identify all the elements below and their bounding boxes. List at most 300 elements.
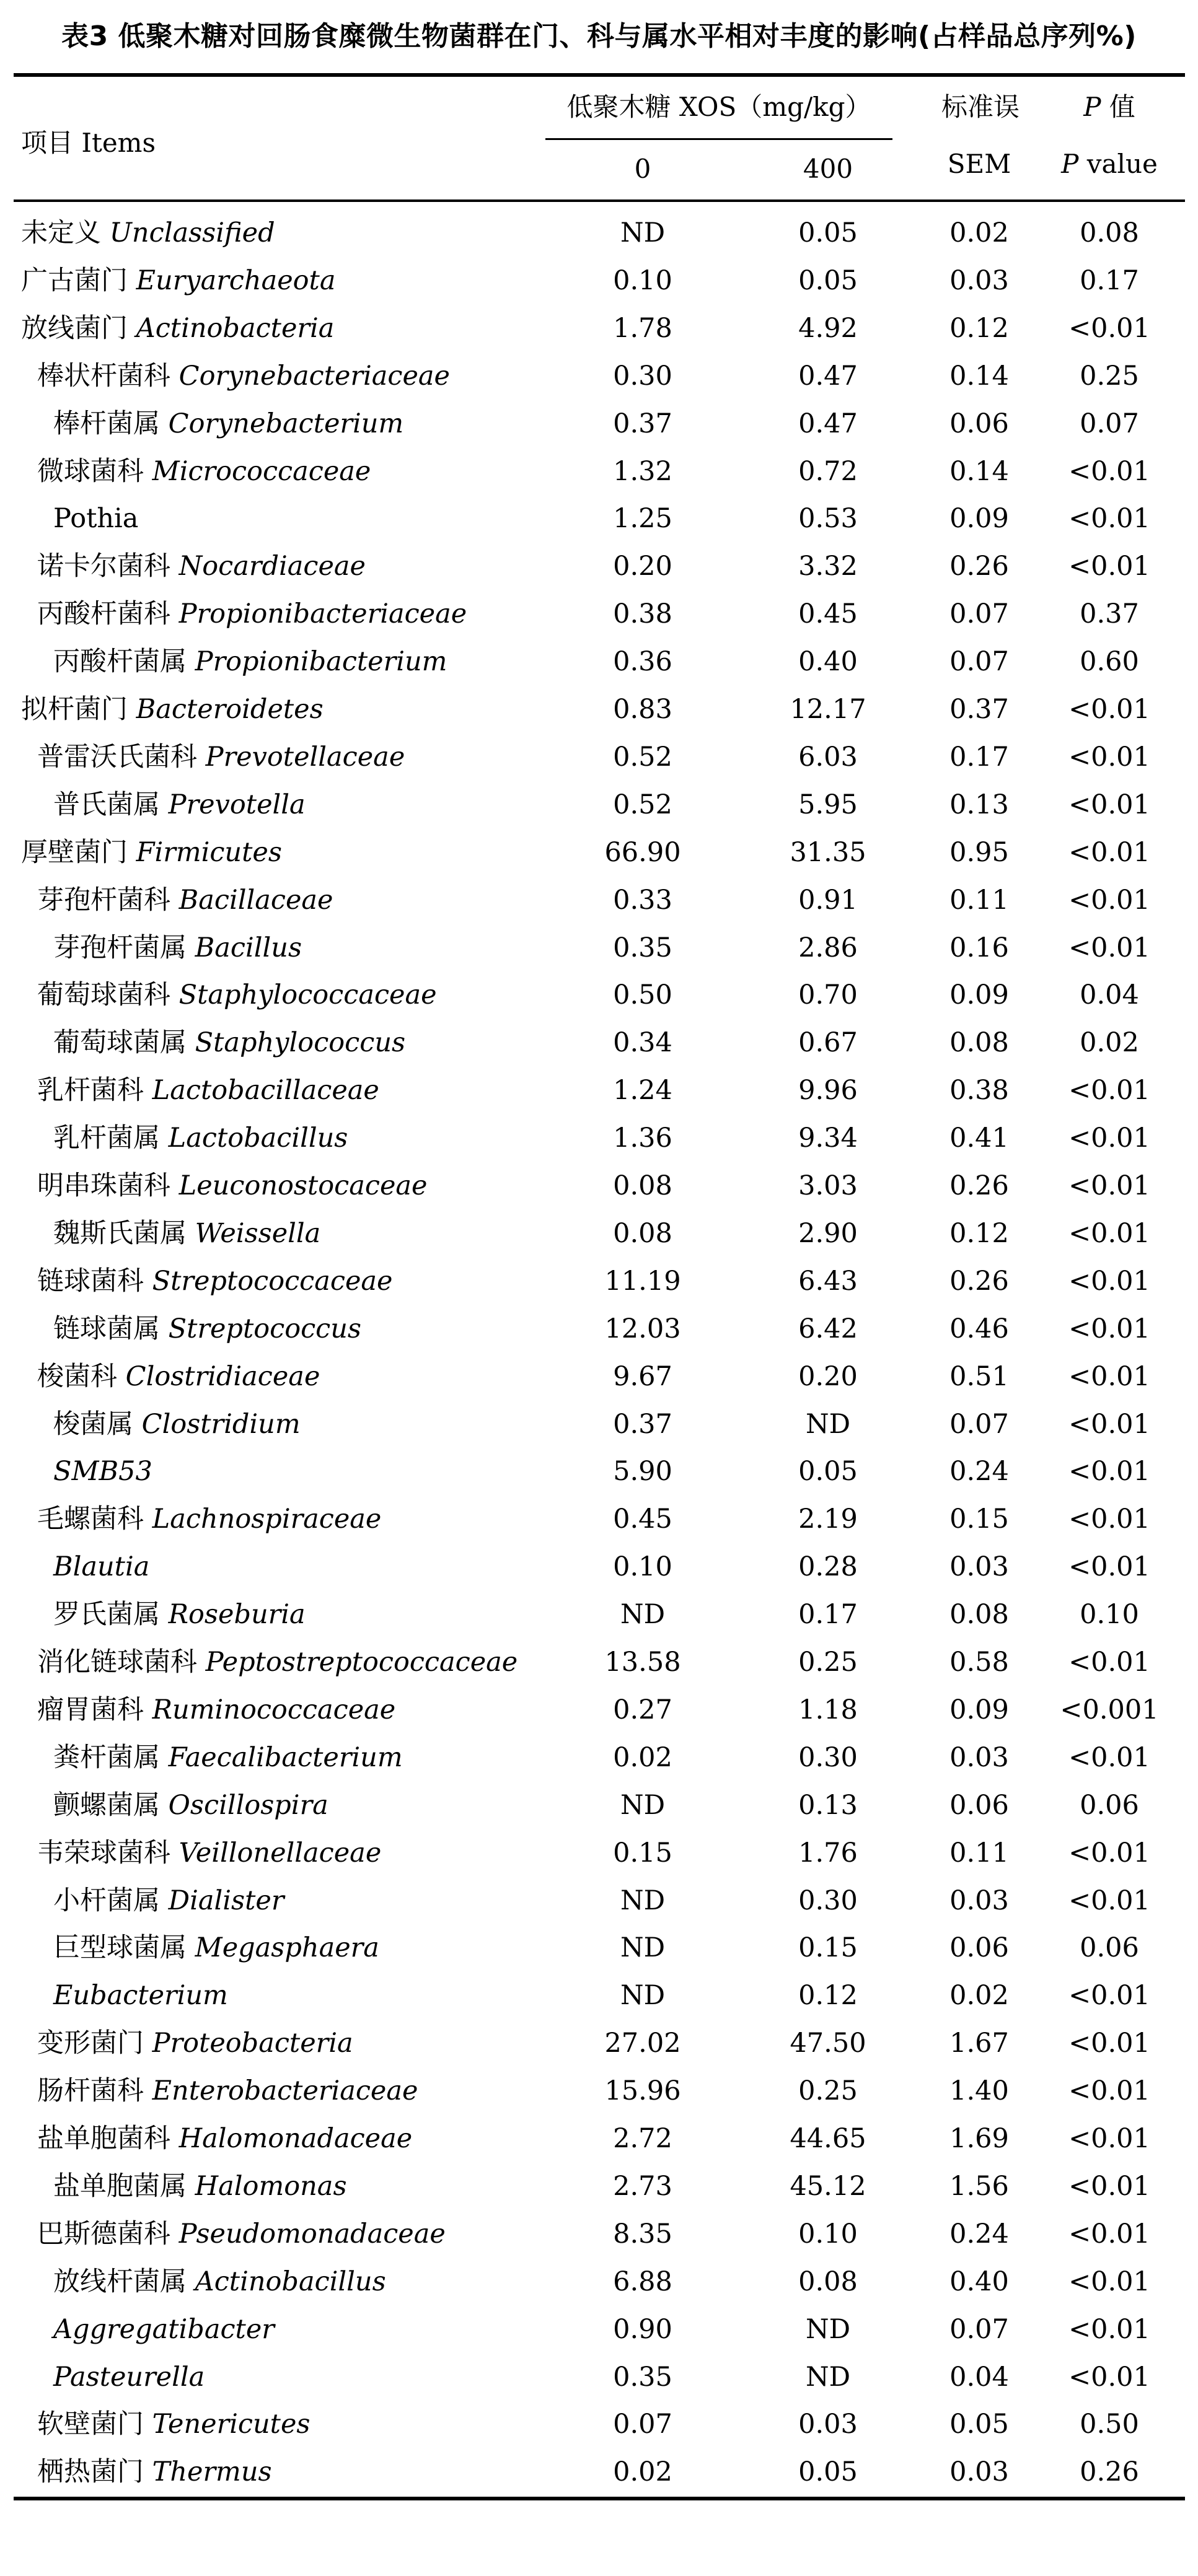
row-label-sci: Euryarchaeota	[136, 265, 336, 296]
cell-xos-400: 0.53	[798, 503, 858, 535]
table-row	[0, 1924, 1198, 1971]
cell-xos-400: 4.92	[798, 312, 858, 344]
cell-sem: 0.03	[949, 1551, 1009, 1583]
cell-p-value: 0.02	[1080, 1027, 1139, 1059]
row-label	[53, 1591, 306, 1638]
cell-p-value: 0.60	[1080, 646, 1139, 678]
cell-xos-0: ND	[620, 217, 666, 248]
row-label-zh: 芽孢杆菌科	[37, 884, 170, 916]
cell-p-value: <0.01	[1068, 1885, 1150, 1916]
table-row	[0, 924, 1198, 971]
cell-xos-400: 0.91	[798, 884, 858, 916]
cell-sem: 0.03	[949, 1885, 1009, 1916]
row-label	[53, 1877, 284, 1924]
row-label-sci: Faecalibacterium	[168, 1741, 403, 1773]
header-sem-zh: 标准误	[941, 92, 1020, 122]
cell-xos-0: 0.50	[613, 979, 672, 1011]
cell-p-value: <0.01	[1068, 2028, 1150, 2059]
cell-p-value: <0.01	[1068, 2075, 1150, 2107]
cell-p-value: <0.01	[1068, 1265, 1150, 1297]
row-label-zh: 小杆菌属	[53, 1885, 160, 1916]
row-label	[53, 1734, 403, 1781]
cell-xos-0: 0.10	[613, 1551, 672, 1583]
row-label-sci: Micrococcaceae	[152, 455, 371, 487]
row-label-sci: Clostridiaceae	[125, 1360, 320, 1392]
cell-p-value: 0.08	[1080, 217, 1139, 248]
cell-p-value: 0.06	[1080, 1789, 1139, 1821]
row-label-sci: Thermus	[152, 2456, 272, 2488]
cell-sem: 0.06	[949, 408, 1009, 439]
cell-sem: 0.02	[949, 1980, 1009, 2012]
table-row	[0, 2067, 1198, 2114]
table-row	[0, 1734, 1198, 1781]
cell-p-value: <0.01	[1068, 1980, 1150, 2012]
table-row	[0, 877, 1198, 924]
row-label-sci: Staphylococcaceae	[178, 979, 437, 1011]
row-label-zh: 链球菌属	[53, 1313, 160, 1344]
cell-xos-400: 3.32	[798, 551, 858, 582]
cell-xos-400: 12.17	[790, 694, 866, 725]
cell-sem: 0.02	[949, 217, 1009, 248]
cell-xos-0: 0.20	[613, 551, 672, 582]
row-label	[53, 924, 302, 971]
table-row	[0, 1591, 1198, 1638]
cell-xos-400: ND	[805, 2313, 851, 2345]
table-row	[0, 400, 1198, 447]
row-label	[37, 2210, 446, 2258]
cell-p-value: <0.01	[1068, 694, 1150, 725]
cell-xos-400: 0.30	[798, 1885, 858, 1916]
cell-p-value: 0.25	[1080, 360, 1139, 392]
cell-xos-0: ND	[620, 1789, 666, 1821]
row-label-zh: 普氏菌属	[53, 789, 160, 820]
row-label	[21, 305, 334, 352]
table-row	[0, 1019, 1198, 1066]
row-label-sci: Halomonas	[195, 2170, 347, 2202]
cell-sem: 0.11	[949, 884, 1009, 916]
table-row	[0, 1448, 1198, 1495]
cell-xos-0: 0.37	[613, 1408, 672, 1440]
row-label-sci: Halomonadaceae	[178, 2123, 413, 2154]
cell-xos-0: 0.34	[613, 1027, 672, 1059]
row-label	[37, 971, 437, 1019]
cell-p-value: <0.01	[1068, 2218, 1150, 2250]
row-label-zh: 放线杆菌属	[53, 2266, 187, 2297]
row-label-zh: 梭菌属	[53, 1408, 133, 1440]
row-label-sci: Proteobacteria	[152, 2028, 353, 2059]
cell-p-value: <0.01	[1068, 503, 1150, 535]
cell-sem: 0.08	[949, 1599, 1009, 1631]
row-label-zh: 盐单胞菌属	[53, 2170, 187, 2202]
row-label-sci: Ruminococcaceae	[152, 1694, 396, 1725]
row-label-sci: Veillonellaceae	[178, 1837, 382, 1868]
cell-sem: 0.03	[949, 1741, 1009, 1773]
row-label	[21, 829, 282, 876]
cell-sem: 0.46	[949, 1313, 1009, 1344]
row-label-zh: 栖热菌门	[37, 2456, 144, 2488]
row-label	[53, 1115, 348, 1162]
cell-xos-0: ND	[620, 1885, 666, 1916]
cell-xos-0: 8.35	[613, 2218, 672, 2250]
row-label	[37, 1162, 428, 1209]
row-label-zh: 肠杆菌科	[37, 2075, 144, 2107]
row-label	[37, 2115, 412, 2162]
row-label-zh: 葡萄球菌科	[37, 979, 170, 1011]
row-label-sci: Firmicutes	[136, 836, 282, 868]
row-label-sci: Staphylococcus	[195, 1027, 406, 1059]
row-label-zh: 丙酸杆菌科	[37, 598, 170, 630]
cell-sem: 0.03	[949, 2456, 1009, 2488]
cell-xos-400: 44.65	[790, 2123, 866, 2154]
cell-sem: 0.07	[949, 2313, 1009, 2345]
cell-xos-0: 0.15	[613, 1837, 672, 1868]
table-row	[0, 2020, 1198, 2067]
table-row	[0, 305, 1198, 352]
cell-p-value: <0.01	[1068, 2361, 1150, 2393]
cell-p-value: <0.01	[1068, 1123, 1150, 1154]
row-label-sci: Blautia	[53, 1551, 150, 1583]
cell-xos-0: 1.78	[613, 312, 672, 344]
cell-xos-400: 0.12	[798, 1980, 858, 2012]
row-label	[21, 209, 275, 256]
row-label-zh: 芽孢杆菌属	[53, 932, 187, 963]
cell-xos-400: 9.34	[798, 1123, 858, 1154]
row-label	[53, 781, 306, 828]
cell-p-value: <0.01	[1068, 1837, 1150, 1868]
row-label-zh: 魏斯氏菌属	[53, 1217, 187, 1249]
row-label-sci: Megasphaera	[195, 1932, 379, 1964]
cell-xos-400: 0.25	[798, 1647, 858, 1678]
cell-xos-400: 0.40	[798, 646, 858, 678]
row-label	[37, 2401, 310, 2448]
cell-sem: 0.26	[949, 1265, 1009, 1297]
row-label	[37, 1258, 393, 1305]
row-label-sci: Dialister	[168, 1885, 284, 1916]
cell-xos-400: 0.10	[798, 2218, 858, 2250]
cell-xos-0: 12.03	[604, 1313, 681, 1344]
cell-xos-400: 47.50	[790, 2028, 866, 2059]
row-label-sci: Lachnospiraceae	[152, 1504, 382, 1535]
cell-xos-0: 0.02	[613, 1741, 672, 1773]
row-label	[37, 448, 371, 495]
row-label	[53, 1305, 361, 1352]
row-label	[37, 1067, 379, 1114]
cell-p-value: <0.01	[1068, 789, 1150, 820]
table-row	[0, 829, 1198, 876]
cell-xos-400: 0.05	[798, 265, 858, 296]
row-label	[37, 543, 366, 590]
row-label-zh: 链球菌科	[37, 1265, 144, 1297]
table-row	[0, 1258, 1198, 1305]
cell-sem: 0.07	[949, 598, 1009, 630]
row-label-zh: 微球菌科	[37, 455, 144, 487]
cell-sem: 0.17	[949, 741, 1009, 773]
cell-p-value: 0.10	[1080, 1599, 1139, 1631]
row-label	[21, 686, 324, 733]
cell-p-value: 0.26	[1080, 2456, 1139, 2488]
cell-xos-400: 0.05	[798, 2456, 858, 2488]
row-label-sci: Pasteurella	[53, 2361, 205, 2393]
row-label-zh: 粪杆菌属	[53, 1741, 160, 1773]
row-label	[37, 1496, 381, 1543]
table-row	[0, 1162, 1198, 1209]
row-label	[53, 1924, 379, 1971]
cell-xos-0: 0.35	[613, 2361, 672, 2393]
row-label-zh: 广古菌门	[21, 265, 128, 296]
cell-xos-400: ND	[805, 1408, 851, 1440]
table-row	[0, 734, 1198, 781]
cell-sem: 0.58	[949, 1647, 1009, 1678]
cell-p-value: <0.01	[1068, 1170, 1150, 1201]
row-label-zh: 变形菌门	[37, 2028, 144, 2059]
cell-xos-400: 0.15	[798, 1932, 858, 1964]
cell-xos-400: 0.67	[798, 1027, 858, 1059]
row-label-zh: 软壁菌门	[37, 2409, 144, 2440]
cell-sem: 0.04	[949, 2361, 1009, 2393]
cell-xos-0: 2.73	[613, 2170, 672, 2202]
row-label-sci: SMB53	[53, 1456, 152, 1487]
cell-sem: 1.69	[949, 2123, 1009, 2154]
cell-xos-0: 13.58	[604, 1647, 681, 1678]
row-label-sci: Oscillospira	[168, 1789, 328, 1821]
table-row	[0, 448, 1198, 495]
row-label	[37, 877, 333, 924]
cell-p-value: 0.17	[1080, 265, 1139, 296]
table-row	[0, 353, 1198, 400]
cell-xos-400: 45.12	[790, 2170, 866, 2202]
table-row	[0, 1877, 1198, 1924]
cell-xos-400: 0.17	[798, 1599, 858, 1631]
cell-xos-400: 0.05	[798, 217, 858, 248]
table-row	[0, 1067, 1198, 1114]
row-label	[53, 2258, 386, 2305]
cell-xos-400: 31.35	[790, 836, 866, 868]
row-label-zh: 消化链球菌科	[37, 1647, 197, 1678]
cell-xos-400: 3.03	[798, 1170, 858, 1201]
table-row	[0, 2210, 1198, 2258]
row-label-zh: 瘤胃菌科	[37, 1694, 144, 1725]
cell-xos-400: 0.70	[798, 979, 858, 1011]
row-label-sci: Enterobacteriaceae	[152, 2075, 418, 2107]
header-sem-en: SEM	[947, 149, 1011, 179]
row-label	[53, 1543, 149, 1590]
row-label-sci: Prevotellaceae	[205, 741, 405, 773]
cell-sem: 0.24	[949, 1456, 1009, 1487]
bottom-rule	[14, 2497, 1185, 2500]
table-row	[0, 2354, 1198, 2401]
cell-xos-0: 0.10	[613, 265, 672, 296]
cell-p-value: 0.50	[1080, 2409, 1139, 2440]
table-row	[0, 495, 1198, 542]
cell-xos-0: 1.24	[613, 1075, 672, 1106]
cell-xos-0: ND	[620, 1932, 666, 1964]
header-pvalue-italic: P	[1061, 149, 1079, 179]
cell-sem: 0.09	[949, 979, 1009, 1011]
cell-xos-400: 9.96	[798, 1075, 858, 1106]
row-label-sci: Bacteroidetes	[136, 694, 324, 725]
cell-xos-0: 0.83	[613, 694, 672, 725]
row-label-zh: 放线菌门	[21, 312, 128, 344]
cell-xos-0: 66.90	[604, 836, 681, 868]
row-label-zh: 未定义	[21, 217, 101, 248]
row-label-zh: 普雷沃氏菌科	[37, 741, 197, 773]
cell-xos-400: 0.08	[798, 2266, 858, 2297]
row-label	[53, 1448, 152, 1495]
table-row	[0, 1543, 1198, 1590]
table-row	[0, 2306, 1198, 2353]
table-row	[0, 590, 1198, 637]
cell-xos-400: 1.18	[798, 1694, 858, 1725]
row-label-zh: 棒状杆菌科	[37, 360, 170, 392]
cell-sem: 0.09	[949, 1694, 1009, 1725]
row-label	[37, 590, 467, 637]
cell-xos-0: 0.30	[613, 360, 672, 392]
row-label-sci: Clostridium	[141, 1408, 301, 1440]
row-label-zh: 明串珠菌科	[37, 1170, 170, 1201]
cell-sem: 0.06	[949, 1789, 1009, 1821]
row-label	[53, 1972, 228, 2019]
row-label-sci: Eubacterium	[53, 1980, 228, 2012]
table-row	[0, 1829, 1198, 1877]
table-row	[0, 2163, 1198, 2210]
cell-xos-0: 0.52	[613, 789, 672, 820]
cell-p-value: <0.01	[1068, 455, 1150, 487]
row-label-sci: Nocardiaceae	[178, 551, 366, 582]
row-label-zh: 诺卡尔菌科	[37, 551, 170, 582]
table-row	[0, 1686, 1198, 1733]
cell-xos-400: 0.28	[798, 1551, 858, 1583]
cell-xos-0: 11.19	[604, 1265, 681, 1297]
row-label-sci: Unclassified	[109, 217, 275, 248]
row-label	[53, 1782, 328, 1829]
row-label-zh: 拟杆菌门	[21, 694, 128, 725]
cell-p-value: <0.01	[1068, 2170, 1150, 2202]
cell-p-value: 0.04	[1080, 979, 1139, 1011]
cell-xos-0: 0.02	[613, 2456, 672, 2488]
cell-xos-0: 0.38	[613, 598, 672, 630]
table-row	[0, 638, 1198, 685]
table-row	[0, 2401, 1198, 2448]
cell-p-value: <0.01	[1068, 932, 1150, 963]
table-row	[0, 209, 1198, 256]
cell-xos-0: 0.33	[613, 884, 672, 916]
cell-sem: 0.41	[949, 1123, 1009, 1154]
cell-sem: 0.11	[949, 1837, 1009, 1868]
row-label	[37, 734, 405, 781]
cell-xos-400: 1.76	[798, 1837, 858, 1868]
row-label-zh: 颤螺菌属	[53, 1789, 160, 1821]
row-label-sci: Weissella	[195, 1217, 321, 1249]
row-label-zh: 葡萄球菌属	[53, 1027, 187, 1059]
header-xos: 低聚木糖 XOS（mg/kg）	[566, 92, 871, 122]
cell-sem: 1.40	[949, 2075, 1009, 2107]
table-row	[0, 2448, 1198, 2495]
cell-xos-400: 0.45	[798, 598, 858, 630]
row-label-zh: 巨型球菌属	[53, 1932, 187, 1964]
cell-xos-0: 27.02	[604, 2028, 681, 2059]
row-label-sci: Peptostreptococcaceae	[205, 1647, 518, 1678]
cell-xos-400: 2.19	[798, 1504, 858, 1535]
cell-sem: 0.06	[949, 1932, 1009, 1964]
cell-xos-0: 0.52	[613, 741, 672, 773]
row-label-sci: Lactobacillaceae	[152, 1075, 379, 1106]
table-row	[0, 1305, 1198, 1352]
row-label	[37, 2448, 272, 2495]
cell-p-value: <0.01	[1068, 551, 1150, 582]
cell-sem: 0.37	[949, 694, 1009, 725]
cell-xos-400: 2.86	[798, 932, 858, 963]
header-p-suffix: 值	[1101, 92, 1135, 122]
row-label	[37, 2020, 353, 2067]
row-label-sci: Leuconostocaceae	[178, 1170, 428, 1201]
row-label	[37, 2067, 418, 2114]
cell-sem: 0.12	[949, 1217, 1009, 1249]
cell-sem: 0.26	[949, 551, 1009, 582]
row-label	[53, 1210, 320, 1257]
cell-p-value: 0.06	[1080, 1932, 1139, 1964]
cell-xos-0: 1.32	[613, 455, 672, 487]
row-label-sci: Roseburia	[168, 1599, 306, 1631]
cell-xos-400: ND	[805, 2361, 851, 2393]
cell-sem: 0.05	[949, 2409, 1009, 2440]
table-row	[0, 257, 1198, 304]
cell-p-value: <0.01	[1068, 1313, 1150, 1344]
table-row	[0, 781, 1198, 828]
row-label	[53, 1019, 405, 1066]
cell-sem: 0.24	[949, 2218, 1009, 2250]
row-label-sci: Propionibacterium	[195, 646, 447, 678]
cell-p-value: 0.07	[1080, 408, 1139, 439]
cell-xos-400: 5.95	[798, 789, 858, 820]
cell-p-value: <0.01	[1068, 741, 1150, 773]
cell-sem: 0.38	[949, 1075, 1009, 1106]
cell-xos-400: 0.20	[798, 1360, 858, 1392]
cell-sem: 0.12	[949, 312, 1009, 344]
row-label-zh: 乳杆菌科	[37, 1075, 144, 1106]
row-label-sci: Pseudomonadaceae	[178, 2218, 446, 2250]
cell-xos-0: 0.08	[613, 1170, 672, 1201]
table-row	[0, 1401, 1198, 1448]
cell-xos-400: 0.25	[798, 2075, 858, 2107]
row-label-sci: Actinobacteria	[136, 312, 335, 344]
cell-xos-0: 0.45	[613, 1504, 672, 1535]
row-label-sci: Tenericutes	[152, 2409, 311, 2440]
cell-sem: 0.95	[949, 836, 1009, 868]
row-label-zh: 乳杆菌属	[53, 1123, 160, 1154]
cell-xos-400: 0.72	[798, 455, 858, 487]
cell-p-value: <0.01	[1068, 1456, 1150, 1487]
row-label	[37, 353, 450, 400]
cell-xos-0: 0.37	[613, 408, 672, 439]
cell-xos-400: 0.13	[798, 1789, 858, 1821]
row-label	[53, 2354, 205, 2401]
cell-xos-0: 0.07	[613, 2409, 672, 2440]
row-label-zh: 韦荣球菌科	[37, 1837, 170, 1868]
header-items: 项目 Items	[21, 128, 156, 158]
table-row	[0, 1353, 1198, 1400]
cell-xos-0: 0.36	[613, 646, 672, 678]
cell-sem: 0.03	[949, 265, 1009, 296]
table-caption: 表3 低聚木糖对回肠食糜微生物菌群在门、科与属水平相对丰度的影响(占样品总序列%)	[61, 20, 1137, 52]
row-label-zh: 毛螺菌科	[37, 1504, 144, 1535]
row-label-sci: Actinobacillus	[195, 2266, 386, 2297]
cell-xos-0: 15.96	[604, 2075, 681, 2107]
row-label-sci: Prevotella	[168, 789, 306, 820]
cell-p-value: <0.001	[1060, 1694, 1159, 1725]
cell-xos-0: 9.67	[613, 1360, 672, 1392]
cell-sem: 0.07	[949, 646, 1009, 678]
cell-sem: 0.40	[949, 2266, 1009, 2297]
